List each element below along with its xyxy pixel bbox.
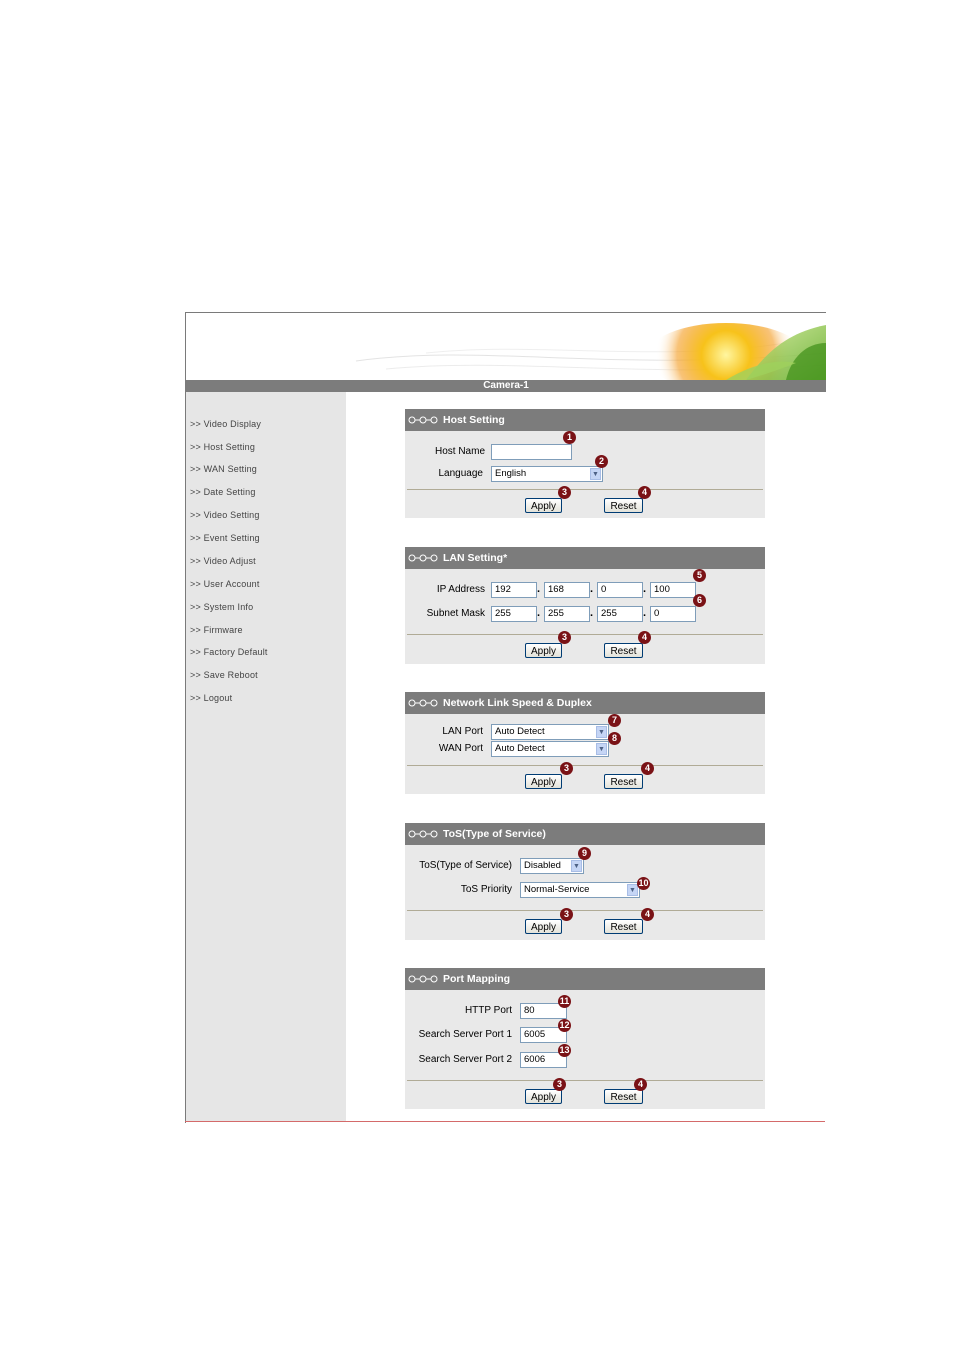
divider: [407, 1080, 763, 1081]
mask-octet-3-input[interactable]: [597, 606, 643, 622]
sidebar-item-wan-setting[interactable]: >> WAN Setting: [190, 464, 257, 474]
mask-octet-2-input[interactable]: [544, 606, 590, 622]
callout-badge: 2: [595, 455, 608, 468]
callout-badge: 3: [553, 1078, 566, 1091]
ip-address-label: IP Address: [436, 584, 485, 595]
callout-badge: 5: [693, 569, 706, 582]
panel-title: Network Link Speed & Duplex: [443, 697, 592, 709]
apply-button[interactable]: Apply: [525, 919, 562, 934]
chevron-down-icon[interactable]: ▼: [571, 860, 582, 872]
link-speed-panel: [405, 692, 765, 794]
sidebar-item-video-display[interactable]: >> Video Display: [190, 419, 262, 429]
divider: [407, 910, 763, 911]
callout-badge: 4: [638, 631, 651, 644]
chain-icon: [408, 554, 438, 562]
panel-title: ToS(Type of Service): [443, 828, 546, 840]
ip-octet-4-input[interactable]: [650, 582, 696, 598]
chevron-down-icon[interactable]: ▼: [590, 468, 601, 480]
link-speed-header: [405, 692, 765, 714]
sidebar: [186, 392, 346, 1122]
chain-icon: [408, 975, 438, 983]
wan-port-label: WAN Port: [438, 743, 483, 754]
frame-bottom-line: [185, 1121, 825, 1122]
reset-button[interactable]: Reset: [604, 774, 643, 789]
lan-setting-header: [405, 547, 765, 569]
callout-badge: 3: [558, 631, 571, 644]
divider: [407, 765, 763, 766]
callout-badge: 9: [578, 847, 591, 860]
host-name-input[interactable]: [491, 444, 572, 460]
mask-dot: .: [643, 607, 647, 619]
panel-title: LAN Setting*: [443, 552, 508, 564]
lan-port-select[interactable]: [491, 724, 609, 740]
host-setting-header: [405, 409, 765, 431]
lan-port-value: Auto Detect: [495, 726, 545, 737]
callout-badge: 7: [608, 714, 621, 727]
reset-button[interactable]: Reset: [604, 919, 643, 934]
sidebar-item-event-setting[interactable]: >> Event Setting: [190, 533, 260, 543]
chain-icon: [408, 830, 438, 838]
panel-title: Host Setting: [443, 414, 505, 426]
sidebar-item-system-info[interactable]: >> System Info: [190, 602, 254, 612]
apply-button[interactable]: Apply: [525, 643, 562, 658]
ip-dot: .: [643, 583, 647, 595]
port-mapping-header: [405, 968, 765, 990]
ip-octet-2-input[interactable]: [544, 582, 590, 598]
sidebar-item-factory-default[interactable]: >> Factory Default: [190, 647, 268, 657]
callout-badge: 1: [563, 431, 576, 444]
callout-badge: 3: [560, 908, 573, 921]
divider: [407, 634, 763, 635]
reset-button[interactable]: Reset: [604, 643, 643, 658]
banner: [186, 313, 826, 380]
page-title: Camera-1: [186, 380, 826, 392]
reset-button[interactable]: Reset: [604, 1089, 643, 1104]
apply-button[interactable]: Apply: [525, 498, 562, 513]
mask-octet-1-input[interactable]: [491, 606, 537, 622]
tos-panel: [405, 823, 765, 940]
mask-dot: .: [537, 607, 541, 619]
callout-badge: 13: [559, 1045, 570, 1055]
callout-badge: 6: [693, 594, 706, 607]
chevron-down-icon[interactable]: ▼: [627, 884, 638, 896]
callout-badge: 4: [641, 908, 654, 921]
callout-badge: 11: [559, 996, 570, 1006]
ip-octet-3-input[interactable]: [597, 582, 643, 598]
subnet-mask-label: Subnet Mask: [426, 608, 485, 619]
tos-header: [405, 823, 765, 845]
search-server-port-2-label: Search Server Port 2: [418, 1054, 512, 1065]
reset-button[interactable]: Reset: [604, 498, 643, 513]
apply-button[interactable]: Apply: [525, 1089, 562, 1104]
callout-badge: 10: [638, 878, 649, 888]
port-mapping-panel: [405, 968, 765, 1109]
tos-label: ToS(Type of Service): [419, 860, 512, 871]
host-setting-panel: [405, 409, 765, 518]
language-select[interactable]: [491, 466, 603, 482]
language-value: English: [495, 468, 527, 479]
http-port-label: HTTP Port: [464, 1005, 512, 1016]
tos-select[interactable]: [520, 858, 584, 874]
callout-badge: 3: [560, 762, 573, 775]
tos-priority-value: Normal-Service: [524, 884, 590, 895]
divider: [407, 489, 763, 490]
ip-dot: .: [590, 583, 594, 595]
ip-dot: .: [537, 583, 541, 595]
wan-port-select[interactable]: [491, 741, 609, 757]
wan-port-value: Auto Detect: [495, 743, 545, 754]
mask-octet-4-input[interactable]: [650, 606, 696, 622]
sidebar-item-video-adjust[interactable]: >> Video Adjust: [190, 556, 256, 566]
chevron-down-icon[interactable]: ▼: [596, 743, 607, 755]
lan-setting-panel: [405, 547, 765, 664]
banner-graphic: [186, 313, 826, 380]
callout-badge: 3: [558, 486, 571, 499]
sidebar-item-host-setting[interactable]: >> Host Setting: [190, 442, 256, 452]
language-label: Language: [438, 468, 483, 479]
callout-badge: 4: [638, 486, 651, 499]
sidebar-item-user-account[interactable]: >> User Account: [190, 579, 260, 589]
tos-value: Disabled: [524, 860, 561, 871]
callout-badge: 12: [559, 1020, 570, 1030]
chain-icon: [408, 416, 438, 424]
chevron-down-icon[interactable]: ▼: [596, 726, 607, 738]
callout-badge: 4: [634, 1078, 647, 1091]
apply-button[interactable]: Apply: [525, 774, 562, 789]
sidebar-item-firmware[interactable]: >> Firmware: [190, 625, 243, 635]
host-name-label: Host Name: [434, 446, 485, 457]
sidebar-item-save-reboot[interactable]: >> Save Reboot: [190, 670, 258, 680]
app-window: [185, 312, 826, 1123]
mask-dot: .: [590, 607, 594, 619]
lan-port-label: LAN Port: [442, 726, 483, 737]
chain-icon: [408, 699, 438, 707]
callout-badge: 4: [641, 762, 654, 775]
panel-title: Port Mapping: [443, 973, 511, 985]
search-server-port-1-label: Search Server Port 1: [418, 1029, 512, 1040]
sidebar-item-video-setting[interactable]: >> Video Setting: [190, 510, 260, 520]
ip-octet-1-input[interactable]: [491, 582, 537, 598]
tos-priority-select[interactable]: [520, 882, 640, 898]
sidebar-item-date-setting[interactable]: >> Date Setting: [190, 487, 256, 497]
sidebar-item-logout[interactable]: >> Logout: [190, 693, 233, 703]
tos-priority-label: ToS Priority: [460, 884, 512, 895]
callout-badge: 8: [608, 732, 621, 745]
